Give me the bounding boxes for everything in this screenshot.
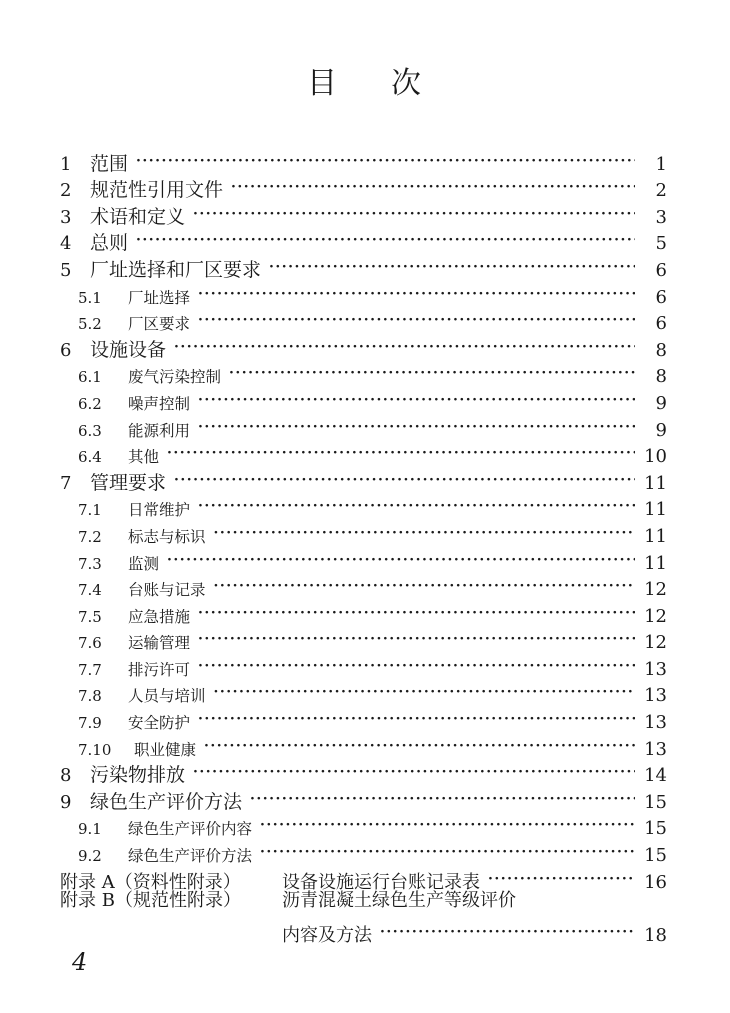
toc-page: 16 xyxy=(644,871,667,893)
toc-entry[interactable] xyxy=(60,223,667,255)
toc-page: 13 xyxy=(644,738,667,760)
toc-page: 2 xyxy=(655,180,667,202)
toc-number: 7.3 xyxy=(78,554,102,573)
toc-label: 排污许可 xyxy=(128,660,191,679)
toc-label: 管理要求 xyxy=(90,471,167,494)
toc-page: 14 xyxy=(644,765,667,787)
toc-page: 11 xyxy=(644,525,667,547)
toc-label: 绿色生产评价方法 xyxy=(90,790,243,813)
toc-number: 7.8 xyxy=(78,687,102,706)
toc-number: 7.6 xyxy=(78,634,102,653)
toc-leader xyxy=(198,276,635,303)
toc-leader xyxy=(260,808,635,835)
toc-leader xyxy=(198,701,635,728)
toc-leader xyxy=(231,170,635,197)
toc-label: 台账与记录 xyxy=(128,581,206,600)
toc-label: 污染物排放 xyxy=(90,764,186,787)
toc-label: 术语和定义 xyxy=(90,205,186,228)
toc-number: 7.5 xyxy=(78,607,102,626)
appendix-code: 附录 B（规范性附录） xyxy=(60,889,241,911)
toc-label: 职业健康 xyxy=(134,740,197,759)
toc-leader xyxy=(269,249,635,276)
toc-page: 12 xyxy=(644,605,667,627)
toc-label: 厂址选择和厂区要求 xyxy=(90,258,262,281)
toc-number: 7.7 xyxy=(78,660,102,679)
toc-leader xyxy=(214,675,635,702)
toc-label: 厂区要求 xyxy=(128,315,191,334)
toc-number: 8 xyxy=(60,765,72,787)
toc-leader xyxy=(204,728,635,755)
title-left: 目 xyxy=(307,66,339,101)
toc-label: 安全防护 xyxy=(128,714,191,733)
toc-label: 其他 xyxy=(128,448,160,467)
toc-number: 9.2 xyxy=(78,847,102,866)
toc-leader xyxy=(198,622,635,649)
toc-number: 5.1 xyxy=(78,288,102,307)
toc-number: 5 xyxy=(60,259,72,281)
toc-number: 6.3 xyxy=(78,421,102,440)
toc-leader xyxy=(174,329,635,356)
toc-label: 噪声控制 xyxy=(128,394,191,413)
toc-page: 3 xyxy=(655,206,667,228)
toc-number: 6 xyxy=(60,339,72,361)
toc-number: 7.9 xyxy=(78,714,102,733)
toc-page: 6 xyxy=(655,259,667,281)
toc-label: 监测 xyxy=(128,554,160,573)
toc-page: 11 xyxy=(644,472,667,494)
toc-page: 10 xyxy=(644,446,667,468)
title-right: 次 xyxy=(391,66,423,101)
toc-page: 8 xyxy=(655,339,667,361)
toc-leader xyxy=(193,755,635,782)
toc-number: 7.10 xyxy=(78,740,112,759)
toc-page: 15 xyxy=(644,818,667,840)
toc-leader xyxy=(198,382,635,409)
toc-label: 设施设备 xyxy=(90,338,167,361)
toc-page: 6 xyxy=(655,313,667,335)
page-title xyxy=(0,58,730,102)
toc-leader xyxy=(260,834,635,861)
toc-number: 1 xyxy=(60,153,72,175)
appendix-code: 附录 A（资料性附录） xyxy=(60,871,241,893)
toc-label: 总则 xyxy=(90,232,129,255)
toc-number: 2 xyxy=(60,180,72,202)
toc-number: 9 xyxy=(60,791,72,813)
toc-label: 标志与标识 xyxy=(128,527,206,546)
toc-page: 6 xyxy=(655,286,667,308)
toc-page: 15 xyxy=(644,845,667,867)
toc-leader xyxy=(198,489,635,516)
toc-page: 12 xyxy=(644,579,667,601)
toc-leader xyxy=(488,861,635,888)
toc-page: 11 xyxy=(644,499,667,521)
toc-page: 12 xyxy=(644,632,667,654)
toc-page: 1 xyxy=(655,153,667,175)
toc-leader xyxy=(214,569,635,596)
toc-leader xyxy=(136,223,635,250)
appendix-label-cont: 内容及方法 xyxy=(282,924,372,946)
toc-leader xyxy=(193,196,635,223)
toc-page: 15 xyxy=(644,791,667,813)
toc-page: 9 xyxy=(655,392,667,414)
toc-leader xyxy=(167,436,635,463)
toc-page: 9 xyxy=(655,419,667,441)
toc-leader xyxy=(198,409,635,436)
toc-number: 7.2 xyxy=(78,527,102,546)
toc-number: 5.2 xyxy=(78,315,102,334)
toc-number: 7.4 xyxy=(78,581,102,600)
toc-leader xyxy=(198,303,635,330)
toc-label: 日常维护 xyxy=(128,501,191,520)
toc-entry[interactable] xyxy=(60,170,667,202)
toc-page: 13 xyxy=(644,712,667,734)
toc-label: 能源利用 xyxy=(128,421,191,440)
appendix-label: 设备设施运行台账记录表 xyxy=(282,871,480,893)
toc-entry[interactable] xyxy=(60,143,667,175)
toc-leader xyxy=(174,462,635,489)
page-number: 4 xyxy=(72,948,88,976)
toc-leader xyxy=(250,781,635,808)
toc-page: 5 xyxy=(655,233,667,255)
toc-page: 8 xyxy=(655,366,667,388)
toc-label: 绿色生产评价内容 xyxy=(128,820,253,839)
toc-page: 11 xyxy=(644,552,667,574)
toc-label: 厂址选择 xyxy=(128,288,191,307)
toc-leader xyxy=(198,595,635,622)
toc-appendix[interactable] xyxy=(60,888,667,915)
toc-label: 绿色生产评价方法 xyxy=(128,847,253,866)
toc-label: 人员与培训 xyxy=(128,687,206,706)
toc-entry[interactable] xyxy=(60,249,667,281)
toc-label: 废气污染控制 xyxy=(128,368,222,387)
toc-number: 6.4 xyxy=(78,448,102,467)
toc-page: 18 xyxy=(644,924,667,946)
toc-leader xyxy=(229,356,635,383)
toc-number: 6.1 xyxy=(78,368,102,387)
toc-label: 运输管理 xyxy=(128,634,191,653)
toc-leader xyxy=(167,542,635,569)
toc-appendix-continuation[interactable] xyxy=(60,914,667,946)
toc-leader xyxy=(198,648,635,675)
toc-number: 3 xyxy=(60,206,72,228)
toc-label: 应急措施 xyxy=(128,607,191,626)
toc-page: 13 xyxy=(644,658,667,680)
toc-leader xyxy=(214,515,635,542)
toc-leader xyxy=(380,914,635,941)
toc-number: 7 xyxy=(60,472,72,494)
toc-label: 规范性引用文件 xyxy=(90,179,224,202)
appendix-label: 沥青混凝土绿色生产等级评价 xyxy=(282,889,516,911)
table-of-contents xyxy=(60,143,667,946)
toc-page: 13 xyxy=(644,685,667,707)
toc-number: 9.1 xyxy=(78,820,102,839)
toc-number: 4 xyxy=(60,233,72,255)
toc-leader xyxy=(136,143,635,170)
toc-number: 7.1 xyxy=(78,501,102,520)
toc-label: 范围 xyxy=(90,152,129,175)
toc-number: 6.2 xyxy=(78,394,102,413)
